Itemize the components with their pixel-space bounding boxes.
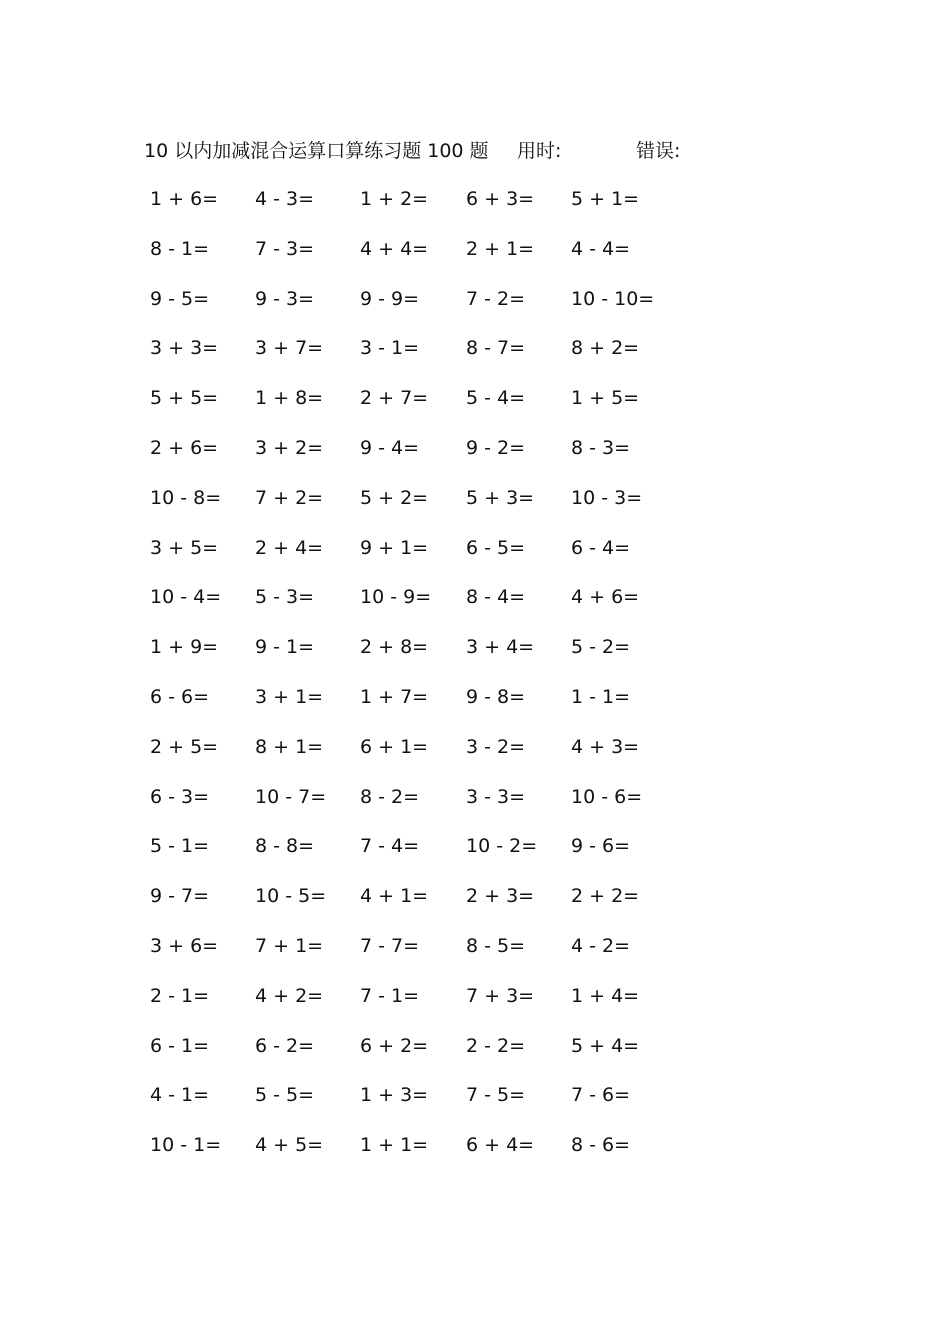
worksheet-title: 10 以内加减混合运算口算练习题 100 题 [144,140,489,162]
problem-item: 5 - 2= [571,636,631,659]
problem-item: 6 - 1= [150,1034,210,1057]
problem-item: 8 + 1= [255,735,324,758]
problem-item: 8 + 2= [571,337,640,360]
problem-row [150,233,710,283]
problem-item: 6 - 2= [255,1034,315,1057]
problem-item: 3 - 1= [360,337,420,360]
problem-item: 8 - 1= [150,237,210,260]
problem-item: 3 + 2= [255,436,324,459]
problem-item: 4 + 6= [571,586,640,609]
problem-row [150,482,710,532]
problem-item: 5 + 3= [466,486,535,509]
problem-item: 9 + 1= [360,536,429,559]
problem-item: 8 - 6= [571,1134,631,1157]
problem-item: 10 - 8= [150,486,222,509]
problem-item: 5 + 1= [571,188,640,210]
problem-item: 2 - 2= [466,1034,526,1057]
problem-item: 5 - 4= [466,387,526,410]
problem-item: 6 - 3= [150,785,210,808]
problem-row [150,731,710,781]
problem-item: 4 + 3= [571,735,640,758]
problem-item: 3 + 4= [466,636,535,659]
problem-item: 3 + 6= [150,934,219,957]
problem-row [150,980,710,1030]
problem-item: 5 + 4= [571,1034,640,1057]
problem-item: 4 - 2= [571,934,631,957]
problem-item: 6 + 2= [360,1034,429,1057]
problem-item: 7 - 1= [360,984,420,1007]
problem-item: 6 + 4= [466,1134,535,1157]
problem-item: 3 + 5= [150,536,219,559]
problem-item: 5 - 5= [255,1084,315,1107]
problem-item: 5 - 1= [150,835,210,858]
problem-item: 3 + 3= [150,337,219,360]
problem-item: 2 + 6= [150,436,219,459]
problem-item: 4 - 1= [150,1084,210,1107]
problem-row [150,382,710,432]
problem-item: 2 + 8= [360,636,429,659]
problem-item: 1 + 7= [360,685,429,708]
problem-row [150,830,710,880]
problem-item: 9 - 1= [255,636,315,659]
problem-item: 8 - 2= [360,785,420,808]
problem-item: 7 - 5= [466,1084,526,1107]
problem-item: 4 - 3= [255,188,315,210]
problem-item: 10 - 6= [571,785,643,808]
problem-item: 2 + 5= [150,735,219,758]
problem-item: 9 - 9= [360,287,420,310]
problem-item: 1 + 9= [150,636,219,659]
problem-item: 10 - 2= [466,835,538,858]
problem-item: 3 + 1= [255,685,324,708]
problem-row [150,681,710,731]
problem-row [150,880,710,930]
problem-item: 10 - 4= [150,586,222,609]
problem-row [150,332,710,382]
problem-item: 7 - 6= [571,1084,631,1107]
problem-item: 9 - 8= [466,685,526,708]
problem-item: 9 - 4= [360,436,420,459]
problem-item: 9 - 3= [255,287,315,310]
problem-item: 4 + 5= [255,1134,324,1157]
problem-item: 7 + 1= [255,934,324,957]
problem-item: 6 + 3= [466,188,535,210]
problem-item: 1 + 1= [360,1134,429,1157]
worksheet-header [144,136,764,166]
problem-item: 5 + 5= [150,387,219,410]
problem-item: 1 + 6= [150,188,219,210]
problem-item: 6 - 4= [571,536,631,559]
problem-item: 6 + 1= [360,735,429,758]
problem-item: 10 - 5= [255,885,327,908]
problem-item: 5 + 2= [360,486,429,509]
problem-item: 7 + 3= [466,984,535,1007]
problem-item: 3 + 7= [255,337,324,360]
problem-item: 2 + 7= [360,387,429,410]
problem-item: 6 - 5= [466,536,526,559]
problem-item: 4 + 4= [360,237,429,260]
problem-item: 4 - 4= [571,237,631,260]
problem-item: 10 - 7= [255,785,327,808]
problem-row [150,432,710,482]
problem-item: 7 - 4= [360,835,420,858]
problem-item: 1 + 4= [571,984,640,1007]
problem-item: 1 + 3= [360,1084,429,1107]
problem-row [150,1030,710,1080]
problem-item: 1 - 1= [571,685,631,708]
problem-item: 1 + 8= [255,387,324,410]
problem-item: 3 - 2= [466,735,526,758]
problem-item: 9 - 5= [150,287,210,310]
problem-item: 7 - 2= [466,287,526,310]
problem-grid [150,183,710,1179]
problem-item: 9 - 2= [466,436,526,459]
problem-row [150,581,710,631]
problem-item: 8 - 7= [466,337,526,360]
problem-item: 2 + 3= [466,885,535,908]
problem-item: 9 - 6= [571,835,631,858]
problem-item: 10 - 1= [150,1134,222,1157]
problem-item: 4 + 2= [255,984,324,1007]
problem-row [150,532,710,582]
problem-item: 9 - 7= [150,885,210,908]
problem-item: 8 - 4= [466,586,526,609]
problem-row [150,183,710,233]
problem-item: 8 - 5= [466,934,526,957]
problem-item: 4 + 1= [360,885,429,908]
problem-item: 2 - 1= [150,984,210,1007]
problem-item: 10 - 10= [571,287,655,310]
problem-row [150,930,710,980]
problem-item: 7 - 3= [255,237,315,260]
error-label: 错误: [636,140,681,162]
problem-item: 1 + 5= [571,387,640,410]
problem-item: 3 - 3= [466,785,526,808]
problem-item: 7 + 2= [255,486,324,509]
problem-item: 5 - 3= [255,586,315,609]
problem-item: 10 - 9= [360,586,432,609]
time-label: 用时: [517,140,562,162]
problem-item: 7 - 7= [360,934,420,957]
problem-item: 2 + 2= [571,885,640,908]
problem-row [150,1079,710,1129]
problem-item: 1 + 2= [360,188,429,210]
problem-item: 10 - 3= [571,486,643,509]
problem-item: 8 - 8= [255,835,315,858]
problem-item: 2 + 4= [255,536,324,559]
problem-row [150,631,710,681]
problem-item: 8 - 3= [571,436,631,459]
problem-row [150,781,710,831]
problem-item: 2 + 1= [466,237,535,260]
problem-item: 6 - 6= [150,685,210,708]
problem-row [150,1129,710,1179]
problem-row [150,283,710,333]
